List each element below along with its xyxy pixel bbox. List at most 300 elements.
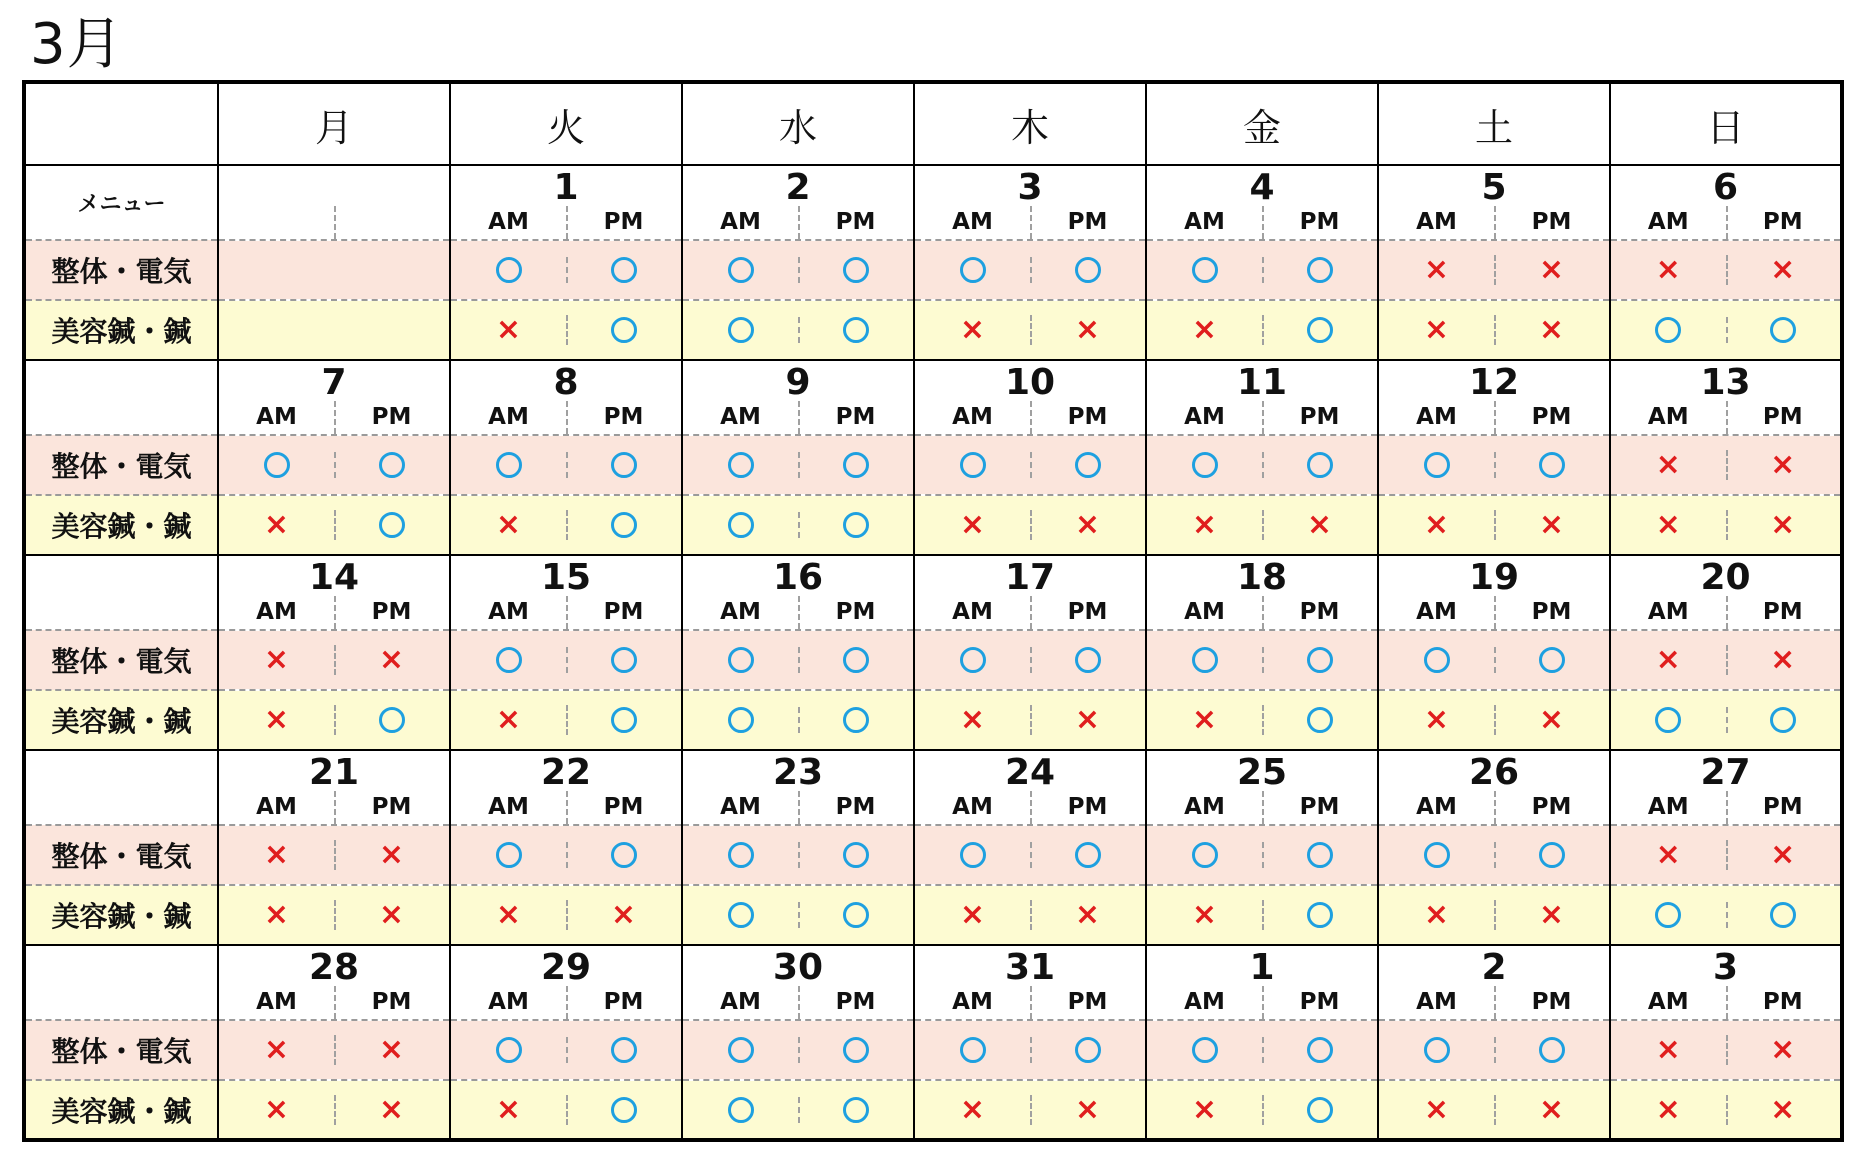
am-pm-divider — [1494, 206, 1496, 239]
pm-slot — [798, 647, 913, 673]
date-cell — [1610, 165, 1842, 240]
pm-slot — [566, 1037, 681, 1063]
availability-cell — [218, 1020, 450, 1080]
availability-cell — [1610, 885, 1842, 945]
am-pm-divider — [566, 791, 568, 824]
menu-label: メニュー — [24, 165, 218, 240]
am-pm-divider — [1494, 986, 1496, 1019]
slot-pair — [451, 647, 681, 673]
available-circle-icon — [728, 317, 754, 343]
slot-pair — [1379, 252, 1609, 287]
pm-slot — [1262, 842, 1377, 868]
availability-cell — [1378, 630, 1610, 690]
unavailable-cross-icon: × — [959, 312, 986, 347]
pm-label: PM — [1531, 599, 1572, 625]
am-slot — [1379, 897, 1494, 932]
am-pm-divider — [566, 510, 568, 540]
availability-cell — [914, 240, 1146, 300]
am-pm-divider — [334, 206, 336, 239]
weekday-thu: 木 — [914, 82, 1146, 165]
slot-pair — [219, 702, 449, 737]
available-circle-icon — [496, 257, 522, 283]
availability-cell — [1146, 630, 1378, 690]
am-label: AM — [1184, 989, 1225, 1015]
am-slot — [1611, 507, 1726, 542]
unavailable-cross-icon: × — [1191, 702, 1218, 737]
am-slot — [219, 837, 334, 872]
am-pm-divider — [1262, 510, 1264, 540]
unavailable-cross-icon: × — [1770, 1032, 1796, 1067]
available-circle-icon — [1539, 1037, 1565, 1063]
pm-label: PM — [1067, 599, 1108, 625]
am-slot — [451, 312, 566, 347]
availability-cell — [450, 630, 682, 690]
slot-pair — [451, 702, 681, 737]
am-pm-divider — [1726, 1095, 1728, 1125]
unavailable-cross-icon: × — [263, 1032, 290, 1067]
unavailable-cross-icon: × — [1423, 1091, 1450, 1127]
am-pm-divider — [1030, 315, 1032, 345]
am-label: AM — [488, 599, 529, 625]
date-number: 17 — [1004, 557, 1056, 598]
unavailable-cross-icon: × — [1074, 702, 1101, 737]
am-slot — [683, 1097, 798, 1123]
unavailable-cross-icon: × — [1538, 1091, 1565, 1127]
available-circle-icon — [1192, 1037, 1218, 1063]
service-row-seitai — [24, 630, 1842, 690]
slot-pair — [1379, 1037, 1609, 1063]
availability-cell — [1610, 435, 1842, 495]
available-circle-icon — [496, 842, 522, 868]
service-label: 美容鍼・鍼 — [24, 1080, 218, 1140]
am-label: AM — [1416, 209, 1457, 235]
unavailable-cross-icon: × — [1538, 897, 1565, 932]
service-row-biyoshin — [24, 300, 1842, 360]
am-label: AM — [952, 404, 993, 430]
service-row-biyoshin — [24, 885, 1842, 945]
am-label: AM — [256, 794, 297, 820]
pm-slot — [1030, 897, 1145, 932]
pm-label: PM — [835, 989, 876, 1015]
available-circle-icon — [1075, 842, 1101, 868]
available-circle-icon — [611, 452, 637, 478]
date-cell — [1378, 945, 1610, 1020]
unavailable-cross-icon: × — [1655, 1091, 1681, 1127]
unavailable-cross-icon: × — [1655, 252, 1681, 287]
slot-pair — [1611, 507, 1840, 542]
am-label: AM — [488, 989, 529, 1015]
week-date-row — [24, 945, 1842, 1020]
pm-slot — [334, 642, 449, 677]
am-label: AM — [256, 599, 297, 625]
slot-pair — [1147, 842, 1377, 868]
available-circle-icon — [379, 452, 405, 478]
pm-slot — [1262, 900, 1377, 930]
weekday-tue: 火 — [450, 82, 682, 165]
unavailable-cross-icon: × — [1306, 507, 1333, 542]
slot-pair — [451, 452, 681, 478]
am-slot — [219, 1091, 334, 1127]
slot-pair — [451, 842, 681, 868]
am-pm-divider — [798, 512, 800, 538]
availability-cell — [218, 300, 450, 360]
unavailable-cross-icon: × — [1655, 1032, 1681, 1067]
pm-slot — [334, 452, 449, 478]
am-pm-divider — [334, 791, 336, 824]
unavailable-cross-icon: × — [263, 702, 290, 737]
slot-pair — [683, 647, 913, 673]
am-slot — [1147, 647, 1262, 673]
am-slot — [451, 842, 566, 868]
availability-cell — [1378, 495, 1610, 555]
date-number: 31 — [1004, 947, 1056, 988]
service-label: 美容鍼・鍼 — [24, 690, 218, 750]
am-pm-divider — [1262, 1095, 1264, 1125]
available-circle-icon — [843, 1097, 869, 1123]
availability-cell — [1610, 630, 1842, 690]
availability-cell — [218, 435, 450, 495]
am-pm-divider — [334, 401, 336, 434]
am-pm-divider — [334, 510, 336, 540]
pm-slot — [334, 897, 449, 932]
unavailable-cross-icon: × — [378, 642, 405, 677]
schedule-body — [24, 82, 1842, 1140]
unavailable-cross-icon: × — [495, 312, 522, 347]
available-circle-icon — [1307, 902, 1333, 928]
availability-cell — [1378, 690, 1610, 750]
am-slot — [683, 902, 798, 928]
pm-slot — [1494, 507, 1609, 542]
pm-label: PM — [1299, 404, 1340, 430]
slot-pair — [1379, 452, 1609, 478]
pm-slot — [566, 452, 681, 478]
am-slot — [1611, 837, 1726, 872]
am-slot — [915, 702, 1030, 737]
am-slot — [1379, 312, 1494, 347]
available-circle-icon — [1307, 707, 1333, 733]
am-slot — [219, 897, 334, 932]
availability-cell — [218, 630, 450, 690]
pm-slot — [566, 705, 681, 735]
availability-cell — [1146, 240, 1378, 300]
available-circle-icon — [1655, 902, 1681, 928]
unavailable-cross-icon: × — [495, 702, 522, 737]
am-pm-divider — [1726, 645, 1728, 675]
am-slot — [1611, 1032, 1726, 1067]
service-row-biyoshin — [24, 1080, 1842, 1140]
pm-label: PM — [835, 794, 876, 820]
available-circle-icon — [1307, 1097, 1333, 1123]
available-circle-icon — [611, 317, 637, 343]
am-slot — [683, 317, 798, 343]
am-slot — [1379, 842, 1494, 868]
date-cell — [218, 945, 450, 1020]
pm-label: PM — [371, 989, 412, 1015]
pm-slot — [1494, 452, 1609, 478]
available-circle-icon — [728, 842, 754, 868]
slot-pair — [1611, 1091, 1840, 1127]
am-slot — [451, 257, 566, 283]
am-label: AM — [256, 404, 297, 430]
am-pm-divider — [1262, 842, 1264, 868]
pm-slot — [1726, 1091, 1841, 1127]
am-slot — [451, 702, 566, 737]
am-slot — [1147, 452, 1262, 478]
availability-cell — [218, 240, 450, 300]
slot-pair — [1379, 1091, 1609, 1127]
availability-cell — [1146, 690, 1378, 750]
am-pm-divider — [334, 840, 336, 870]
availability-cell — [914, 495, 1146, 555]
am-pm-divider — [1030, 401, 1032, 434]
date-cell — [1146, 165, 1378, 240]
date-number: 27 — [1700, 752, 1751, 793]
available-circle-icon — [611, 257, 637, 283]
pm-slot — [1262, 647, 1377, 673]
slot-pair — [915, 257, 1145, 283]
unavailable-cross-icon: × — [1655, 447, 1681, 482]
am-slot — [1147, 257, 1262, 283]
date-cell — [1378, 360, 1610, 435]
menu-label — [24, 750, 218, 825]
am-slot — [219, 702, 334, 737]
slot-pair — [219, 897, 449, 932]
availability-cell — [218, 825, 450, 885]
am-pm-divider — [566, 647, 568, 673]
date-cell — [450, 165, 682, 240]
date-cell — [1610, 945, 1842, 1020]
weekday-mon: 月 — [218, 82, 450, 165]
slot-pair — [1379, 897, 1609, 932]
pm-slot — [1030, 507, 1145, 542]
date-number: 1 — [553, 167, 579, 208]
am-pm-divider — [566, 452, 568, 478]
service-label: 整体・電気 — [24, 1020, 218, 1080]
slot-pair — [915, 507, 1145, 542]
am-label: AM — [1647, 404, 1689, 430]
slot-pair — [915, 452, 1145, 478]
pm-label: PM — [1531, 404, 1572, 430]
pm-label: PM — [1762, 209, 1803, 235]
pm-slot — [1262, 257, 1377, 283]
date-cell — [682, 750, 914, 825]
availability-cell — [450, 690, 682, 750]
pm-slot — [566, 647, 681, 673]
availability-cell — [1378, 240, 1610, 300]
service-label: 美容鍼・鍼 — [24, 495, 218, 555]
available-circle-icon — [1075, 647, 1101, 673]
pm-slot — [1262, 452, 1377, 478]
availability-cell — [682, 1080, 914, 1140]
available-circle-icon — [843, 902, 869, 928]
unavailable-cross-icon: × — [1770, 837, 1796, 872]
availability-cell — [914, 630, 1146, 690]
available-circle-icon — [728, 452, 754, 478]
slot-pair — [1379, 312, 1609, 347]
am-label: AM — [488, 404, 529, 430]
pm-label: PM — [1531, 794, 1572, 820]
am-pm-divider — [566, 401, 568, 434]
available-circle-icon — [1655, 317, 1681, 343]
date-number: 11 — [1236, 362, 1288, 403]
pm-label: PM — [371, 599, 412, 625]
pm-label: PM — [1762, 404, 1803, 430]
available-circle-icon — [960, 842, 986, 868]
am-label: AM — [1416, 404, 1457, 430]
date-number: 4 — [1249, 167, 1275, 208]
am-label: AM — [1184, 794, 1225, 820]
am-pm-divider — [1494, 596, 1496, 629]
pm-slot — [1726, 902, 1841, 928]
available-circle-icon — [1770, 317, 1796, 343]
date-cell — [1146, 750, 1378, 825]
am-pm-divider — [1726, 401, 1728, 434]
available-circle-icon — [728, 257, 754, 283]
unavailable-cross-icon: × — [1074, 312, 1101, 347]
slot-pair — [1611, 447, 1840, 482]
am-slot — [1147, 1037, 1262, 1063]
unavailable-cross-icon: × — [1074, 897, 1101, 932]
availability-cell — [1378, 1020, 1610, 1080]
unavailable-cross-icon: × — [1423, 312, 1450, 347]
am-slot — [1379, 647, 1494, 673]
date-cell — [1610, 360, 1842, 435]
available-circle-icon — [1424, 1037, 1450, 1063]
pm-slot — [798, 1037, 913, 1063]
am-slot — [451, 452, 566, 478]
slot-pair — [1379, 842, 1609, 868]
pm-label: PM — [1762, 794, 1803, 820]
pm-slot — [1726, 837, 1841, 872]
availability-cell — [218, 1080, 450, 1140]
service-label: 整体・電気 — [24, 240, 218, 300]
slot-pair — [219, 642, 449, 677]
am-label: AM — [488, 794, 529, 820]
availability-cell — [682, 825, 914, 885]
availability-cell — [1146, 300, 1378, 360]
date-number: 30 — [772, 947, 824, 988]
date-number: 8 — [553, 362, 579, 403]
am-pm-divider — [1494, 452, 1496, 478]
availability-cell — [914, 435, 1146, 495]
slot-pair — [1147, 702, 1377, 737]
am-label: AM — [1416, 794, 1457, 820]
slot-pair — [683, 317, 913, 343]
available-circle-icon — [1770, 707, 1796, 733]
am-slot — [683, 707, 798, 733]
am-slot — [451, 1037, 566, 1063]
am-label: AM — [952, 989, 993, 1015]
unavailable-cross-icon: × — [1770, 507, 1796, 542]
pm-label: PM — [603, 599, 644, 625]
week-date-row — [24, 750, 1842, 825]
service-label: 美容鍼・鍼 — [24, 885, 218, 945]
pm-label: PM — [1067, 794, 1108, 820]
availability-cell — [682, 495, 914, 555]
pm-slot — [334, 1032, 449, 1067]
availability-cell — [682, 240, 914, 300]
am-pm-divider — [1494, 791, 1496, 824]
date-cell — [450, 945, 682, 1020]
date-number: 10 — [1004, 362, 1056, 403]
am-pm-divider — [798, 206, 800, 239]
availability-cell — [1610, 1080, 1842, 1140]
week-date-row — [24, 165, 1842, 240]
unavailable-cross-icon: × — [610, 897, 637, 932]
date-cell — [218, 165, 450, 240]
weekday-fri: 金 — [1146, 82, 1378, 165]
date-number: 21 — [308, 752, 360, 793]
slot-pair — [451, 312, 681, 347]
am-pm-divider — [1030, 510, 1032, 540]
unavailable-cross-icon: × — [1423, 702, 1450, 737]
unavailable-cross-icon: × — [1655, 507, 1681, 542]
available-circle-icon — [379, 512, 405, 538]
pm-slot — [1262, 1095, 1377, 1125]
unavailable-cross-icon: × — [1423, 897, 1450, 932]
pm-label: PM — [371, 404, 412, 430]
date-number: 3 — [1712, 947, 1739, 988]
unavailable-cross-icon: × — [1538, 312, 1565, 347]
pm-slot — [1494, 897, 1609, 932]
am-pm-divider — [566, 705, 568, 735]
pm-label: PM — [1299, 989, 1340, 1015]
date-cell — [914, 360, 1146, 435]
pm-slot — [798, 842, 913, 868]
date-number: 28 — [308, 947, 360, 988]
am-pm-divider — [798, 257, 800, 283]
date-cell — [450, 750, 682, 825]
am-slot — [1147, 702, 1262, 737]
pm-slot — [334, 705, 449, 735]
date-number: 2 — [1481, 947, 1507, 988]
availability-cell — [682, 300, 914, 360]
unavailable-cross-icon: × — [1770, 642, 1796, 677]
date-number: 5 — [1481, 167, 1507, 208]
slot-pair — [451, 507, 681, 542]
availability-cell — [1146, 435, 1378, 495]
availability-cell — [1146, 1020, 1378, 1080]
available-circle-icon — [1307, 452, 1333, 478]
available-circle-icon — [1075, 1037, 1101, 1063]
available-circle-icon — [379, 707, 405, 733]
available-circle-icon — [1424, 842, 1450, 868]
am-slot — [1611, 447, 1726, 482]
pm-label: PM — [1762, 599, 1803, 625]
slot-pair — [1379, 647, 1609, 673]
available-circle-icon — [1539, 452, 1565, 478]
am-pm-divider — [334, 1095, 336, 1125]
am-label: AM — [720, 404, 761, 430]
pm-slot — [1494, 252, 1609, 287]
available-circle-icon — [1424, 452, 1450, 478]
am-pm-divider — [334, 986, 336, 1019]
pm-label: PM — [1299, 209, 1340, 235]
am-slot — [219, 507, 334, 542]
am-pm-divider — [1262, 900, 1264, 930]
unavailable-cross-icon: × — [1538, 252, 1565, 287]
available-circle-icon — [1192, 647, 1218, 673]
unavailable-cross-icon: × — [1538, 702, 1565, 737]
slot-pair — [915, 312, 1145, 347]
am-slot — [451, 897, 566, 932]
availability-cell — [682, 690, 914, 750]
am-pm-divider — [334, 1035, 336, 1065]
pm-slot — [1726, 642, 1841, 677]
am-slot — [915, 452, 1030, 478]
availability-cell — [1378, 825, 1610, 885]
slot-pair — [683, 842, 913, 868]
